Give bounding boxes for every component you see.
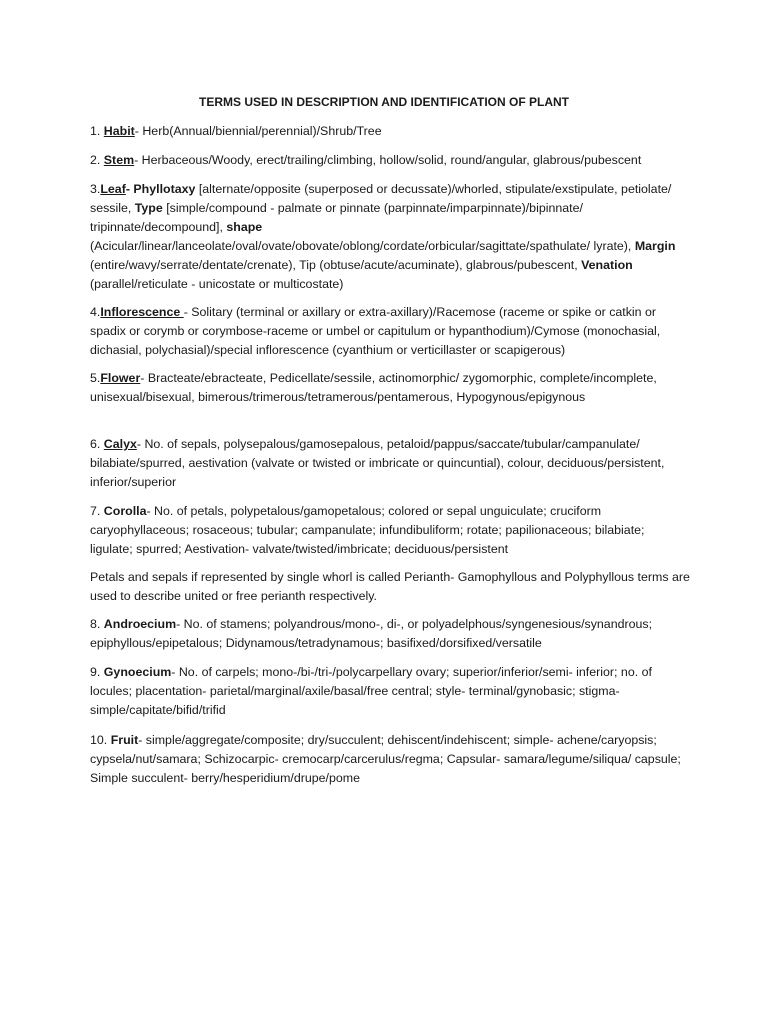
item-number: 5.	[90, 371, 101, 385]
item-gynoecium	[90, 663, 690, 720]
item-number: 10.	[90, 733, 108, 747]
item-corolla	[90, 502, 690, 559]
item-text: - simple/aggregate/composite; dry/succulent; dehiscent/indehiscent; simple- achene/caryopsis; cypsela/nut/samara; Schizocarpic- cremocarp/carcerulus/regma; Capsular- samara/legume/siliqua/ capsule; Simple succulent- berry/hesperidium/drupe/pome	[90, 733, 681, 785]
item-number: 8.	[90, 617, 101, 631]
item-androecium	[90, 615, 690, 653]
item-number: 9.	[90, 665, 101, 679]
item-term: Stem	[103, 153, 135, 167]
venation-text: (parallel/reticulate - unicostate or multicostate)	[90, 277, 344, 291]
margin-label: Margin	[634, 239, 676, 253]
item-term: Gynoecium	[103, 665, 172, 679]
item-text: - No. of petals, polypetalous/gamopetalous; colored or sepal unguiculate; cruciform caryophyllaceous; rosaceous; tubular; campanulate; infundibuliform; rotate; papilionaceous; bilabiate; ligulate; spurred; Aestivation- valvate/twisted/imbricate; deciduous/persistent	[90, 504, 645, 556]
item-term: Corolla	[103, 504, 147, 518]
item-number: 6.	[90, 437, 101, 451]
item-fruit	[90, 731, 690, 788]
shape-text: (Acicular/linear/lanceolate/oval/ovate/obovate/oblong/cordate/orbicular/sagittate/spathulate/ lyrate),	[90, 239, 635, 253]
item-number: 3.	[90, 182, 101, 196]
item-text: - No. of stamens; polyandrous/mono-, di-, or polyadelphous/syngenesious/synandrous; epiphyllous/epipetalous; Didynamous/tetradynamous; basifixed/dorsifixed/versatile	[90, 617, 653, 650]
page-title: TERMS USED IN DESCRIPTION AND IDENTIFICATION OF PLANT	[198, 95, 569, 109]
item-calyx	[90, 435, 690, 492]
item-term: Flower	[100, 371, 141, 385]
venation-label: Venation	[581, 258, 633, 272]
item-term: Leaf	[100, 182, 126, 196]
shape-label: shape	[226, 220, 263, 234]
item-text: Petals and sepals if represented by single whorl is called Perianth- Gamophyllous and Polyphyllous terms are used to describe united or free perianth respectively.	[90, 570, 690, 603]
item-term: Fruit	[110, 733, 139, 747]
margin-text: (entire/wavy/serrate/dentate/crenate), Tip (obtuse/acute/acuminate), glabrous/pubescent,	[90, 258, 582, 272]
item-number: 1.	[90, 124, 101, 138]
phyllotaxy-label: Phyllotaxy	[133, 182, 196, 196]
type-text: [simple/compound - palmate or pinnate (parpinnate/imparpinnate)/bipinnate/ tripinnate/decompound],	[90, 201, 583, 234]
item-text: - Bracteate/ebracteate, Pedicellate/sessile, actinomorphic/ zygomorphic, complete/incomplete, unisexual/bisexual, bimerous/trimerous/tetramerous/pentamerous, Hypogynous/epigynous	[90, 371, 657, 404]
item-text: - Solitary (terminal or axillary or extra-axillary)/Racemose (raceme or spike or catkin or spadix or corymb or corymbose-raceme or umbel or capitulum or hypanthodium)/Cymose (monochasial, dichasial, polychasial)/special inflorescence (cyanthium or verticillaster or scapigerous)	[90, 305, 661, 357]
item-habit	[90, 122, 690, 141]
perianth-note	[90, 568, 690, 606]
item-flower	[90, 369, 690, 407]
item-number: 7.	[90, 504, 101, 518]
item-term: Habit	[103, 124, 135, 138]
phyllotaxy-text: [alternate/opposite (superposed or decussate)/whorled, stipulate/exstipulate, petiolate/ sessile,	[90, 182, 672, 215]
item-term: Androecium	[103, 617, 177, 631]
item-text: - Herb(Annual/biennial/perennial)/Shrub/Tree	[134, 124, 382, 138]
item-number: 2.	[90, 153, 101, 167]
item-term: Inflorescence	[100, 305, 184, 319]
item-term: Calyx	[103, 437, 137, 451]
item-text: - No. of sepals, polysepalous/gamosepalous, petaloid/pappus/saccate/tubular/campanulate/ bilabiate/spurred, aestivation (valvate or twisted or imbricate or quincuntial), colour, deciduous/persistent, inferior/superior	[90, 437, 665, 489]
item-text: - No. of carpels; mono-/bi-/tri-/polycarpellary ovary; superior/inferior/semi- inferior; no. of locules; placentation- parietal/marginal/axile/basal/free central; style- terminal/gynobasic; stigma- simple/capitate/bifid/trifid	[90, 665, 652, 717]
type-label: Type	[134, 201, 163, 215]
item-text: - Herbaceous/Woody, erect/trailing/climbing, hollow/solid, round/angular, glabrous/pubescent	[134, 153, 642, 167]
item-stem	[90, 151, 690, 170]
item-inflorescence	[90, 303, 690, 360]
item-leaf: 3.Leaf- Phyllotaxy [alternate/opposite (superposed or decussate)/whorled, stipulate/exstipulate, petiolate/ sessile, Type [simple/compound - palmate or pinnate (parpinnate/imparpinnate)/bipinnate/ tripinnate/decompound], shape (Acicular/linear/lanceolate/oval/ovate/obovate/oblong/cordate/orbicular/sagittate/spathulate/ lyrate), Margin (entire/wavy/serrate/dentate/crenate), Tip (obtuse/acute/acuminate), glabrous/pubescent, Venation (parallel/reticulate - unicostate or multicostate)	[90, 182, 676, 291]
item-number: 4.	[90, 305, 101, 319]
